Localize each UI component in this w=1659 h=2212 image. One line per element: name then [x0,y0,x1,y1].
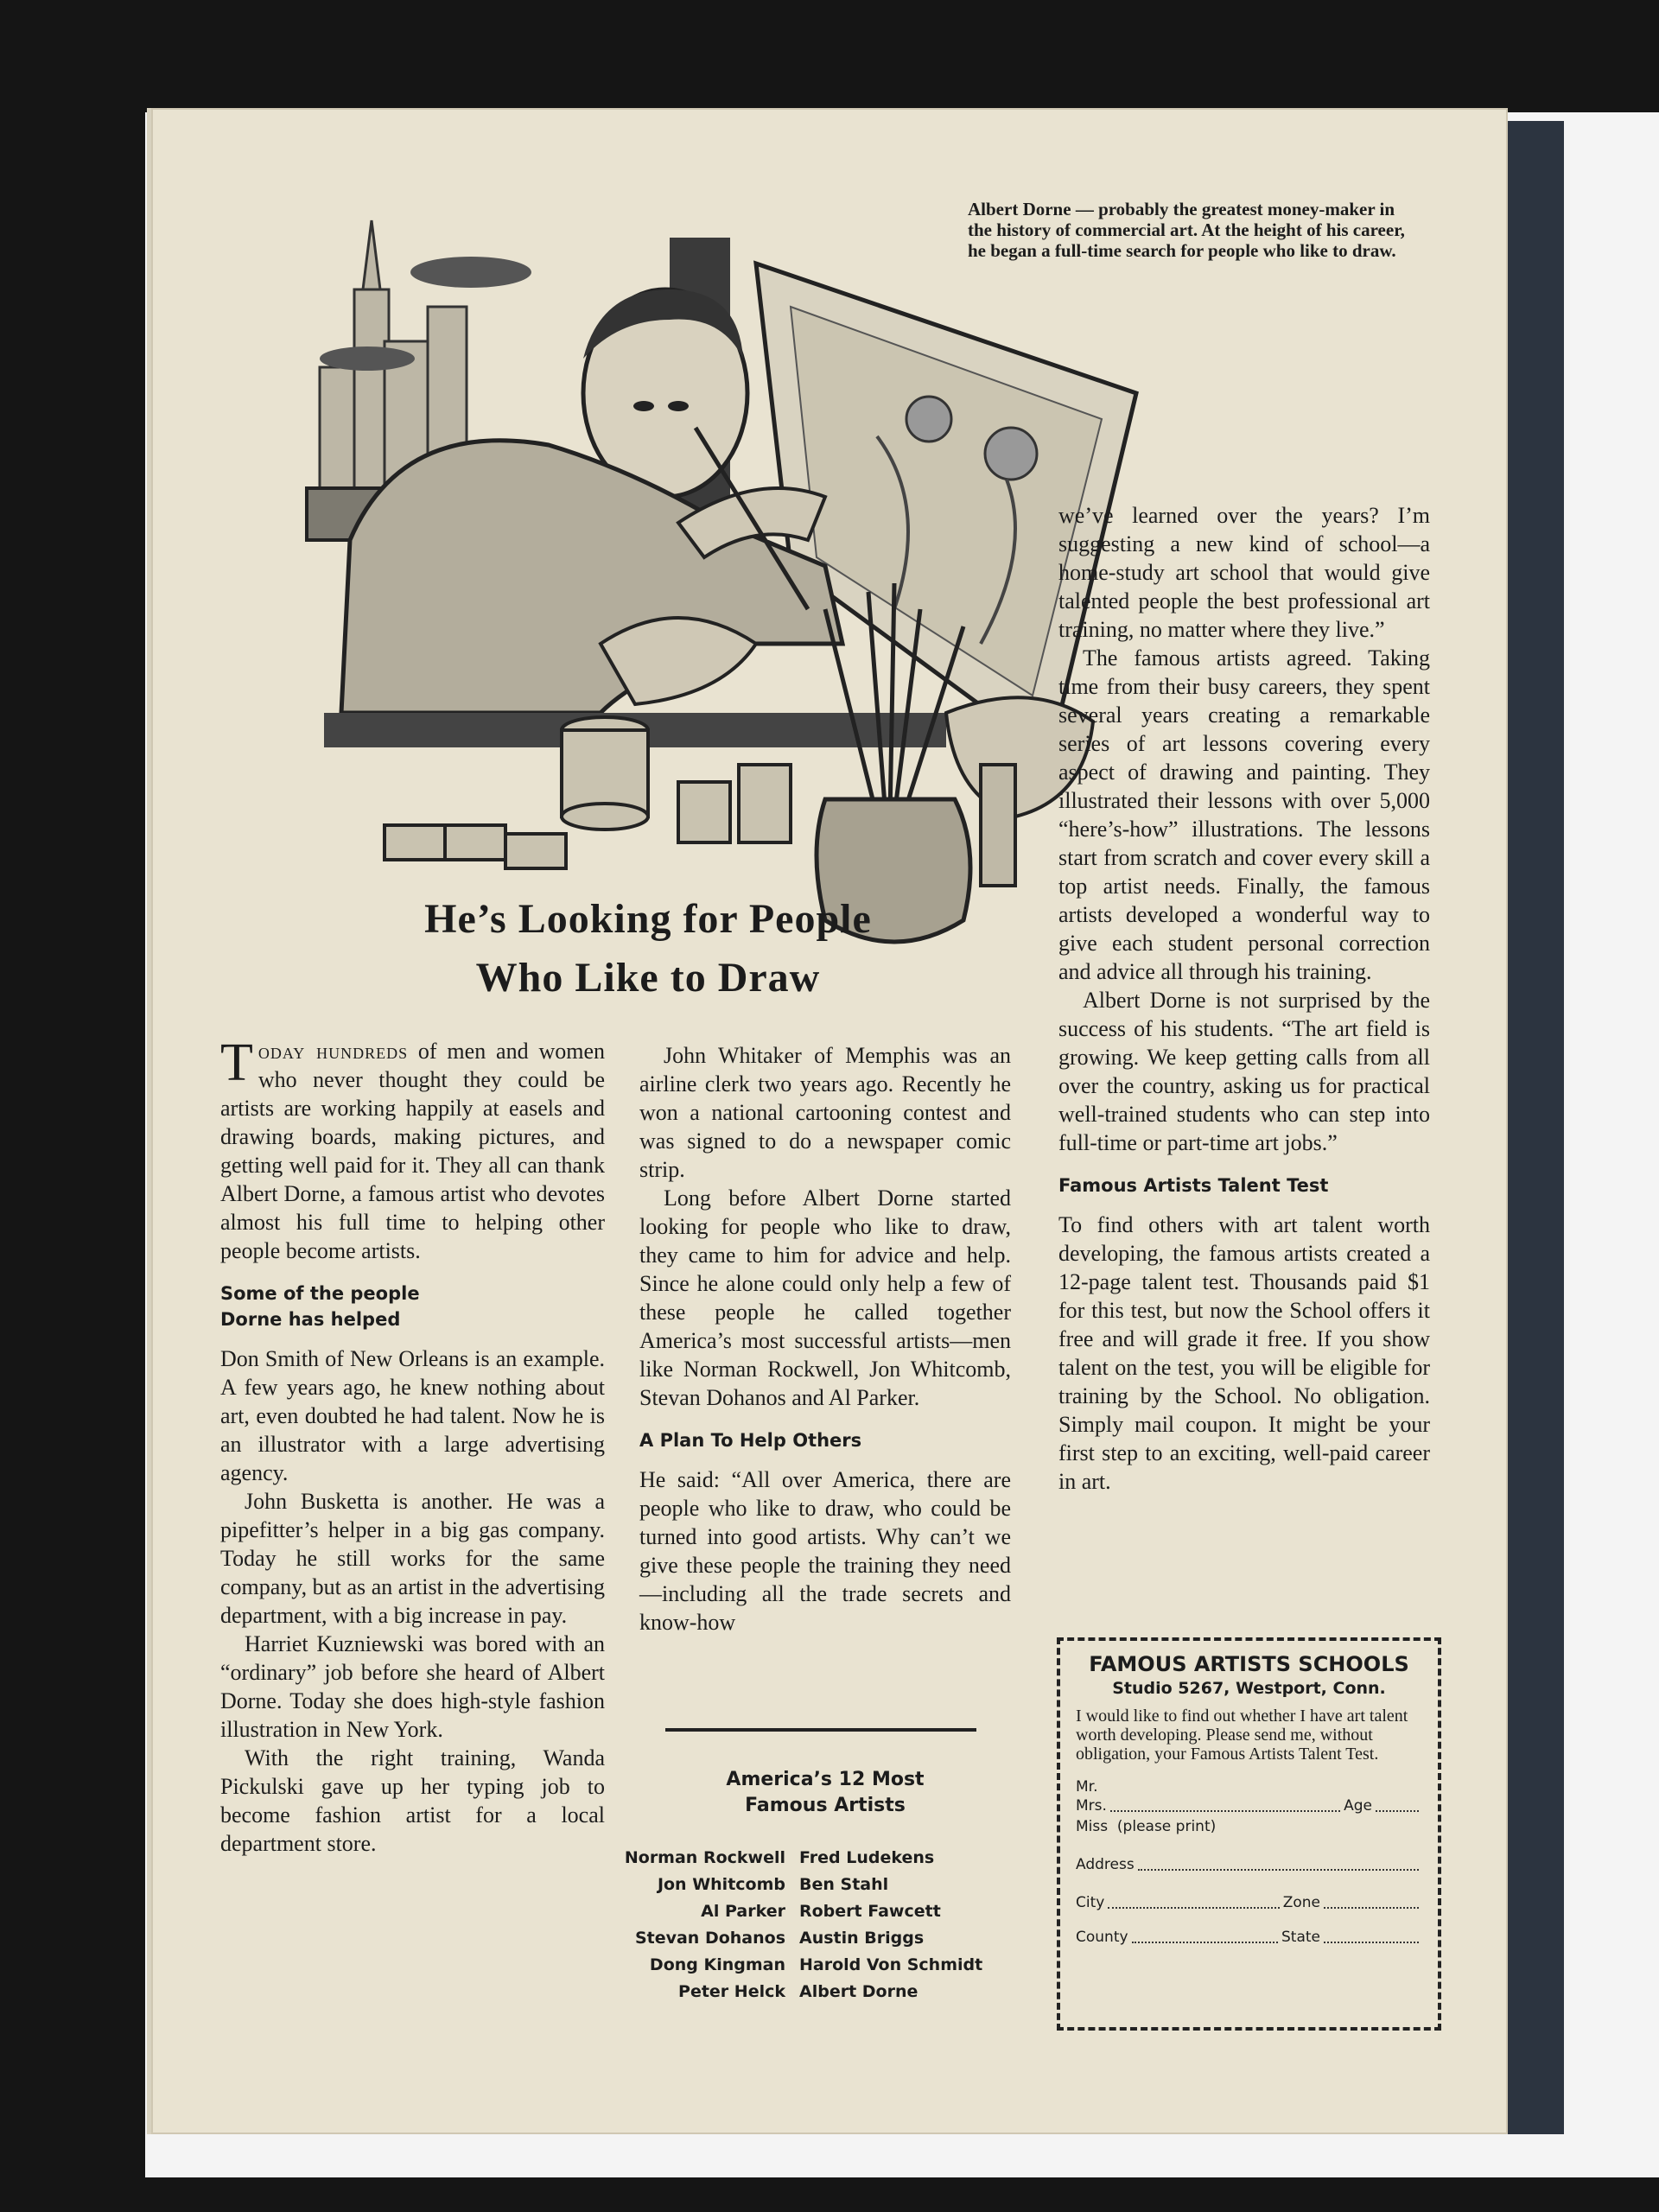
field-label: Miss [1076,1818,1109,1835]
headline-line-2: Who Like to Draw [475,955,821,1001]
artists-row [618,1925,1033,1952]
field-line [1110,1791,1340,1812]
paragraph: Albert Dorne is not surprised by the success of his students. “The art field is growing. We keep getting calls from all over the country, asking us for practical well-trained students who can step into full-time or part-time art jobs.” [1058,988,1430,1155]
artists-title-line-2: Famous Artists [745,1795,906,1816]
divider-rule [665,1728,976,1732]
intro-paragraph [220,1033,605,1265]
artist-name: Dong Kingman [649,1955,785,1974]
artist-name: Stevan Dohanos [634,1929,785,1948]
field-label: State [1281,1929,1320,1946]
field-label: Zone [1282,1894,1320,1911]
paragraph: John Busketta is another. He was a pipefitter’s helper in a big gas company. Today he still works for the same company, but as an artist in the advertising department, with a big increase in pay. [220,1489,605,1628]
field-line [1324,1888,1419,1909]
paragraph: Harriet Kuzniewski was bored with an “ordinary” job before she heard of Albert Dorne. Today she does high-style fashion illustration in New York. [220,1631,605,1742]
paragraph: Don Smith of New Orleans is an example. A few years ago, he knew nothing about art, even doubted he had talent. Now he is an illustrator with a large advertising agency. [220,1346,605,1485]
subhead-people-helped [220,1281,605,1332]
artist-name: Albert Dorne [799,1982,918,2001]
paragraph: John Whitaker of Memphis was an airline clerk two years ago. Recently he won a national cartooning contest and was signed to do a newspaper comic strip. [639,1043,1011,1182]
artists-row [618,1952,1033,1979]
column-3 [1058,501,1430,1496]
headline [272,890,1024,1007]
artist-name: Ben Stahl [799,1875,889,1894]
field-label: County [1076,1929,1128,1946]
artists-title [635,1767,1015,1819]
artist-at-easel-illustration [272,160,1188,981]
artists-row [618,1979,1033,2005]
artists-row [618,1845,1033,1872]
illustration-drawing [272,160,1188,981]
field-line [1324,1923,1419,1943]
artist-name: Al Parker [701,1902,785,1921]
subhead-talent-test: Famous Artists Talent Test [1058,1175,1329,1196]
backdrop-board [1503,121,1564,2134]
coupon-field-address[interactable] [1076,1850,1422,1879]
intro-smallcaps: oday hundreds [257,1039,409,1064]
artist-name: Austin Briggs [799,1929,925,1948]
subhead-line-2: Dorne has helped [220,1309,401,1330]
coupon-title: FAMOUS ARTISTS SCHOOLS [1089,1652,1409,1676]
mail-coupon[interactable] [1057,1637,1441,2031]
coupon-field-city[interactable] [1076,1888,1422,1917]
field-line [1132,1923,1278,1943]
caption-name: Albert Dorne [968,199,1071,219]
caption-text: — probably the greatest money-maker in the history of commercial art. At the height of his career, he began a full-time search for people who like to draw. [968,199,1405,261]
illustration-caption [968,199,1417,261]
artist-name: Norman Rockwell [624,1848,785,1867]
artist-name: Jon Whitcomb [657,1875,785,1894]
artist-name: Fred Ludekens [799,1848,935,1867]
column-2 [639,1041,1011,1637]
artist-name: Robert Fawcett [799,1902,941,1921]
paragraph: He said: “All over America, there are people who like to draw, who could be turned into good artists. Why can’t we give these people the training they need—including all the trade secrets and know-how [639,1467,1011,1635]
artists-row [618,1898,1033,1925]
artists-title-line-1: America’s 12 Most [726,1769,925,1790]
artist-name: Harold Von Schmidt [799,1955,983,1974]
comic-back-cover-page [151,108,1508,2134]
headline-line-1: He’s Looking for People [424,896,872,942]
paragraph: Long before Albert Dorne started looking for people who like to draw, they came to him for advice and help. Since he alone could only help a few of these people he called together America’s most successful artists—men like Norman Rockwell, Jon Whitcomb, Stevan Dohanos and Al Parker. [639,1185,1011,1410]
field-label: Mrs. [1076,1797,1107,1815]
paragraph: we’ve learned over the years? I’m suggesting a new kind of school—a home-study art school that would give talented people the best professional art training, no matter where they live.” [1058,503,1430,642]
coupon-field-county[interactable] [1076,1923,1422,1952]
field-label: Age [1344,1797,1372,1815]
field-label: (please print) [1116,1818,1217,1835]
coupon-studio: Studio 5267, Westport, Conn. [1112,1679,1386,1698]
field-label: Mr. [1076,1778,1098,1796]
field-line [1108,1888,1279,1909]
field-label: Address [1076,1856,1135,1873]
paragraph: To find others with art talent worth developing, the famous artists created a 12-page talent test. Thousands paid $1 for this test, but now the School offers it free and will grade it free. If you show talent on the test, you will be eligible for training by the School. No obligation. Simply mail coupon. It might be your first step to an exciting, well-paid career in art. [1058,1212,1430,1494]
drop-cap: T [220,1033,253,1092]
field-line [1376,1791,1419,1812]
field-label: City [1076,1894,1105,1911]
artists-list [618,1845,1033,2005]
column-1 [220,1033,605,1858]
subhead-plan: A Plan To Help Others [639,1430,862,1451]
subhead-line-1: Some of the people [220,1283,420,1304]
paragraph: The famous artists agreed. Taking time from their busy careers, they spent several years creating a remarkable series of art lessons covering every aspect of drawing and painting. They illustrated their lessons with over 5,000 “here’s-how” illustrations. The lessons start from scratch and cover every skill a top artist needs. Finally, the famous artists developed a wonderful way to give each student personal correction and advice all through his training. [1058,645,1430,984]
artists-row [618,1872,1033,1898]
paragraph: With the right training, Wanda Pickulski gave up her typing job to become fashion artist for a local department store. [220,1745,605,1856]
intro-text: of men and women who never thought they could be artists are working happily at easels and drawing boards, making pictures, and getting well paid for it. They all can thank Albert Dorne, a famous artist who devotes almost his full time to helping other people become artists. [220,1039,605,1263]
coupon-text: I would like to find out whether I have art talent worth developing. Please send me, without obligation, your Famous Artists Talent Test. [1076,1707,1408,1764]
field-line [1138,1850,1419,1871]
artist-name: Peter Helck [678,1982,785,2001]
